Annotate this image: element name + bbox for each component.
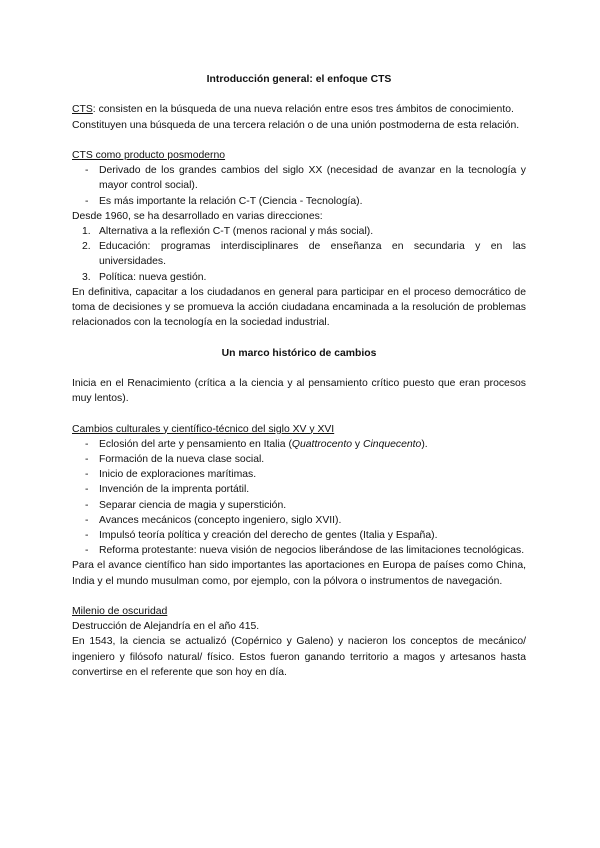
paragraph-alejandria: Destrucción de Alejandría en el año 415. <box>72 621 260 633</box>
document-page <box>72 72 526 680</box>
directions-list <box>72 224 526 285</box>
list-item: - Separar ciencia de magia y superstición. <box>85 499 287 511</box>
section-title-history: Un marco histórico de cambios <box>221 347 377 359</box>
paragraph-renaissance: Inicia en el Renacimiento (crítica a la ciencia y al pensamiento crítico puesto que eran procesos muy lentos). <box>72 378 526 405</box>
cts-term: CTS <box>72 104 93 116</box>
cts-definition: CTS: consisten en la búsqueda de una nueva relación entre esos tres ámbitos de conocimiento. <box>72 104 514 116</box>
list-item: 2. Educación: programas interdisciplinares de enseñanza en secundaria y en las universidades. <box>82 241 526 268</box>
list-item: - Impulsó teoría política y creación del derecho de gentes (Italia y España). <box>85 530 438 542</box>
list-item: 3. Política: nueva gestión. <box>82 271 207 283</box>
subheading-milenio: Milenio de oscuridad <box>72 606 168 618</box>
paragraph-relation: Constituyen una búsqueda de una tercera relación o de una unión postmoderna de esta relación. <box>72 119 520 131</box>
list-item: - Avances mecánicos (concepto ingeniero, siglo XVII). <box>85 514 342 526</box>
paragraph-conclusion: En definitiva, capacitar a los ciudadanos en general para participar en el proceso democrático de toma de decisiones y se promueva la acción ciudadana encaminada a la resolución de problemas relacionados con la tecnología en la sociedad industrial. <box>72 286 526 329</box>
list-item: 1. Alternativa a la reflexión C-T (menos racional y más social). <box>82 226 374 237</box>
subheading-cts-product: CTS como producto posmoderno <box>72 149 226 161</box>
list-item: - Invención de la imprenta portátil. <box>85 484 250 496</box>
cambios-list <box>72 437 526 559</box>
subheading-cambios: Cambios culturales y científico-técnico del siglo XV y XVI <box>72 423 335 435</box>
list-item: - Formación de la nueva clase social. <box>85 454 265 465</box>
list-item: - Reforma protestante: nueva visión de negocios liberándose de las limitaciones tecnológicas. <box>85 545 525 557</box>
cts-list <box>72 163 526 209</box>
list-item: - Eclosión del arte y pensamiento en Italia (Quattrocento y Cinquecento). <box>85 438 428 450</box>
section-title-cts: Introducción general: el enfoque CTS <box>206 74 392 85</box>
paragraph-1543: En 1543, la ciencia se actualizó (Copérnico y Galeno) y nacieron los conceptos de mecánico/ ingeniero y filósofo natural/ físico. Estos fueron ganando territorio a magos y artesanos hasta convertirse en el referente que son hoy en día. <box>72 636 526 678</box>
list-item: - Inicio de exploraciones marítimas. <box>85 469 257 481</box>
list-item: - Derivado de los grandes cambios del siglo XX (necesidad de avanzar en la tecnología y mayor control social). <box>85 165 526 192</box>
list-item: - Es más importante la relación C-T (Ciencia - Tecnología). <box>85 195 363 207</box>
paragraph-since: Desde 1960, se ha desarrollado en varias direcciones: <box>72 210 323 222</box>
paragraph-contributions: Para el avance científico han sido importantes las aportaciones en Europa de países como China, India y el mundo musulman como, por ejemplo, con la pólvora o instrumentos de navegación. <box>72 560 526 587</box>
